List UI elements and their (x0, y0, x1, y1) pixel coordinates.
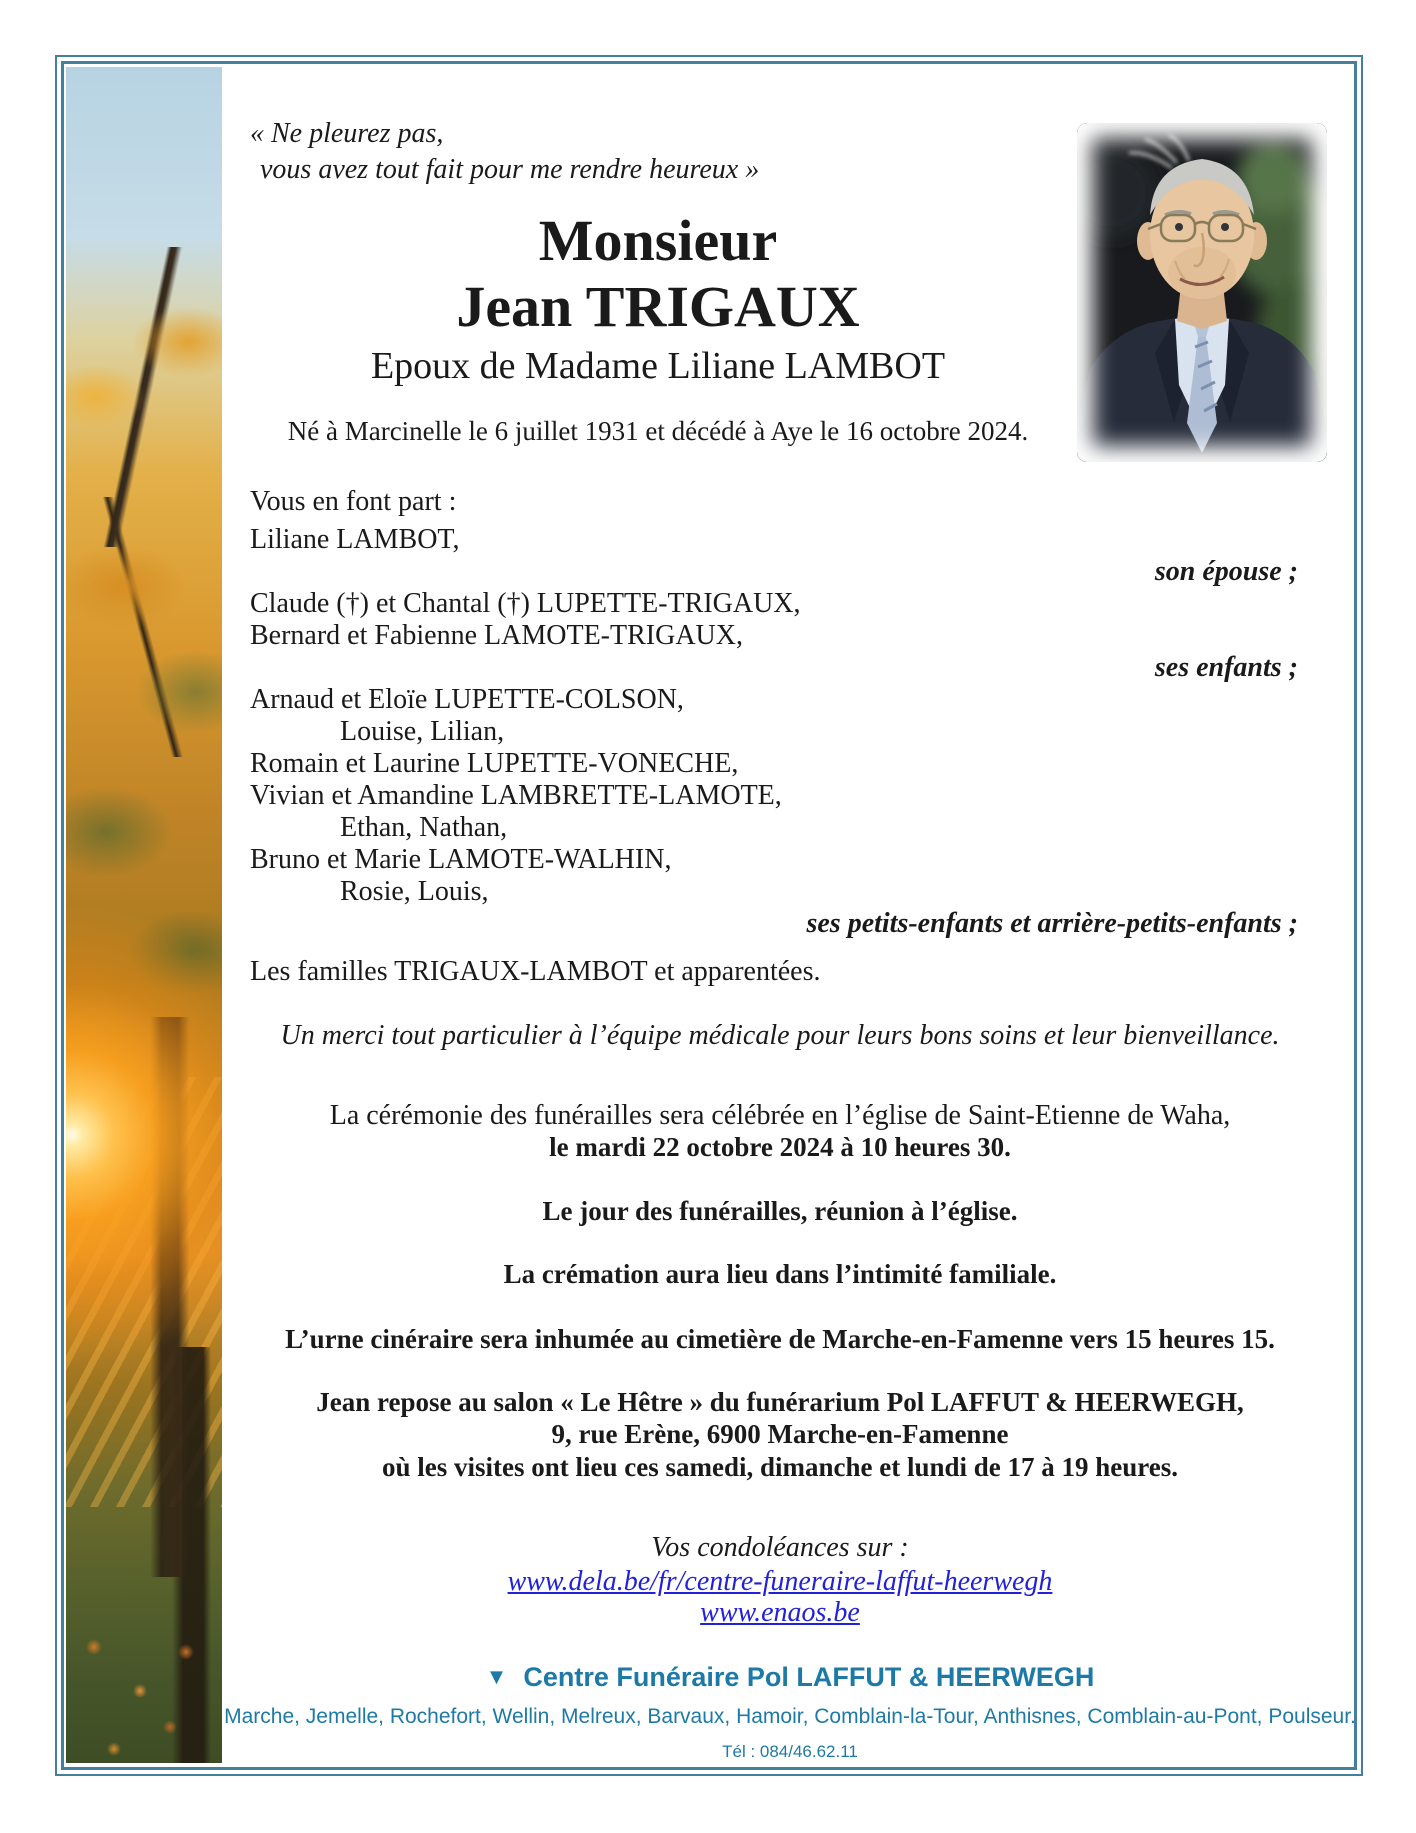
gathering-line: Le jour des funérailles, réunion à l’église. (542, 1196, 1018, 1226)
autumn-trees-photo (66, 67, 222, 1763)
condolences-link-dela[interactable]: www.dela.be/fr/centre-funeraire-laffut-heerwegh (507, 1566, 1053, 1597)
condolences-link-dela-wrap (508, 1566, 1053, 1598)
repose-line-2: 9, rue Erène, 6900 Marche-en-Famenne (551, 1419, 1009, 1449)
relation-label-children: ses enfants ; (1154, 652, 1298, 683)
condolences-link-enaos-wrap (700, 1597, 860, 1629)
urn-line: L’urne cinéraire sera inhumée au cimetière de Marche-en-Famenne vers 15 heures 15. (285, 1324, 1275, 1354)
family-name-line-grandchildren: Ethan, Nathan, (340, 812, 508, 843)
cremation-line: La crémation aura lieu dans l’intimité familiale. (503, 1259, 1057, 1289)
triangle-bullet-icon: ▼ (485, 1664, 508, 1689)
family-name-line-grandchildren: Louise, Lilian, (340, 716, 505, 747)
life-dates: Né à Marcinelle le 6 juillet 1931 et décédé à Aye le 16 octobre 2024. (287, 416, 1029, 446)
family-name-line: Liliane LAMBOT, (250, 524, 460, 555)
condolences-link-enaos[interactable]: www.enaos.be (700, 1597, 860, 1628)
repose-line-1: Jean repose au salon « Le Hêtre » du funérarium Pol LAFFUT & HEERWEGH, (316, 1387, 1244, 1417)
repose-line-3: où les visites ont lieu ces samedi, dimanche et lundi de 17 à 19 heures. (381, 1452, 1179, 1482)
family-name-line-grandchildren: Rosie, Louis, (340, 876, 489, 907)
memorial-quote-line1: « Ne pleurez pas, (250, 118, 444, 149)
family-name-line: Romain et Laurine LUPETTE-VONECHE, (250, 748, 739, 779)
deceased-name: Jean TRIGAUX (456, 274, 860, 339)
families-line: Les familles TRIGAUX-LAMBOT et apparentées. (250, 956, 821, 987)
thanks-line: Un merci tout particulier à l’équipe médicale pour leurs bons soins et leur bienveillance. (280, 1020, 1280, 1051)
relation-label-spouse: son épouse ; (1154, 556, 1298, 587)
deceased-title: Monsieur (538, 208, 778, 273)
relation-label-grandchildren: ses petits-enfants et arrière-petits-enfants ; (806, 908, 1298, 939)
family-name-line: Bernard et Fabienne LAMOTE-TRIGAUX, (250, 620, 743, 651)
funeral-home-name: Centre Funéraire Pol LAFFUT & HEERWEGH (523, 1662, 1095, 1692)
ceremony-line: La cérémonie des funérailles sera célébrée en l’église de Saint-Etienne de Waha, (329, 1100, 1231, 1131)
funeral-home-cities: Marche, Jemelle, Rochefort, Wellin, Melreux, Barvaux, Hamoir, Comblain-la-Tour, Anthisnes, Comblain-au-Pont, Poulseur. (224, 1705, 1356, 1728)
memorial-quote-line2: vous avez tout fait pour me rendre heureux » (260, 154, 760, 185)
funeral-home-phone: Tél : 084/46.62.11 (722, 1742, 858, 1761)
portrait-illustration (1077, 123, 1327, 462)
portrait-photo (1077, 123, 1327, 462)
family-name-line: Arnaud et Eloïe LUPETTE-COLSON, (250, 684, 684, 715)
announcement-intro: Vous en font part : (250, 486, 457, 517)
funeral-datetime: le mardi 22 octobre 2024 à 10 heures 30. (549, 1132, 1011, 1162)
family-name-line: Vivian et Amandine LAMBRETTE-LAMOTE, (250, 780, 782, 811)
deceased-spouse-line: Epoux de Madame Liliane LAMBOT (370, 345, 946, 387)
memorial-quote (250, 116, 759, 188)
family-name-line: Bruno et Marie LAMOTE-WALHIN, (250, 844, 672, 875)
condolences-label: Vos condoléances sur : (651, 1532, 909, 1563)
funeral-home-heading (486, 1662, 1095, 1693)
family-name-line: Claude (†) et Chantal (†) LUPETTE-TRIGAUX, (250, 588, 801, 619)
